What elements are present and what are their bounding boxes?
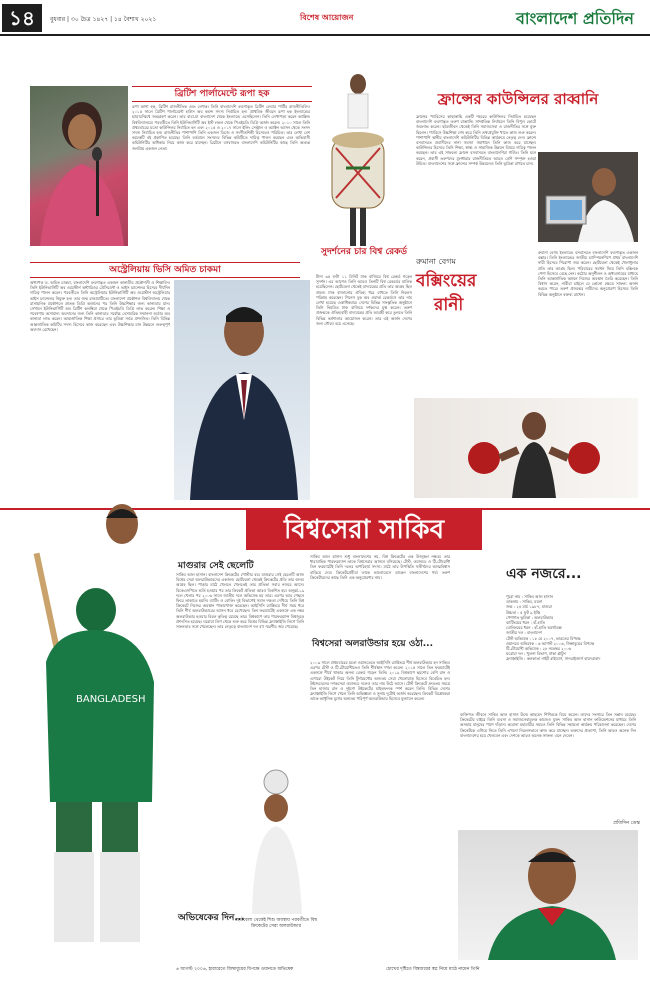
drummer-photo	[316, 68, 396, 258]
drummer-body: টানা ৩৫ ঘণ্টা ১১ মিনিট ঢাক বাজিয়ে বিশ্ব রেকর্ড গড়েন সুদর্শন। এর আগেও তিনি আরও তিনটি বিশ্ব রেকর্ডের মালিক হয়েছিলেন। ছোটবেলা থেকেই বাদ্যযন্ত্রের প্রতি তার আগ্রহ ছিল প্রবল। ঢাক বাজানোর ঐতিহ্য ধরে রাখতে তিনি নিরলস পরিশ্রম করেছেন। গিনেস বুক অব ওয়ার্ল্ড রেকর্ডসে তার নাম লেখা হয়েছে একাধিকবার। দেশের বিভিন্ন সাংস্কৃতিক অনুষ্ঠানে তিনি নিয়মিত ঢাক বাজিয়ে দর্শকদের মুগ্ধ করেন। তরুণ প্রজন্মকে ঐতিহ্যবাহী বাদ্যযন্ত্রের প্রতি আগ্রহী করে তুলতে তিনি বিভিন্ন কর্মশালার আয়োজন করেন। তার এই অর্জন দেশের জন্য গৌরব বয়ে এনেছে।	[316, 274, 412, 326]
section-label: বিশেষ আয়োজন	[300, 13, 354, 22]
shakib-smiling-figure-icon	[458, 830, 638, 960]
glance-item: বোলিংয়ের ধরন : বাঁ-হাতি অর্থোডক্স	[506, 625, 562, 631]
boxer-byline: রুমানা বেগম	[416, 257, 456, 266]
shakib-childhood-caption: ছোটবেলা থেকেই শিশু অবস্থায় পরবর্তীতে বিশ্ব ক্রিকেটের সেরা অলরাউন্ডার	[235, 918, 317, 929]
rupa-haq-body: রূপা আশা হক, ব্রিটিশ রাজনীতিক এবং লেখক। তিনি বাংলাদেশি বংশোদ্ভূত ব্রিটিশ লেবার পার্টির রাজনীতিবিদ। ২০১৫ সালে ব্রিটিশ পার্লামেন্টে হাউস অব কমন্স সদস্য নির্বাচিত হন। প্রাথমিক জীবনে রূপা হক ইংল্যান্ডের হ্যামারস্মিথে জন্মগ্রহণ করেন। তার বাবা-মা বাংলাদেশ থেকে ইংল্যান্ডে এসেছিলেন। তিনি লেখাপড়া করেন ক্যাম্ব্রিজ বিশ্ববিদ্যালয়ে। পরবর্তীতে তিনি ইউনিভার্সিটি অব ইস্ট লন্ডন থেকে পিএইচডি ডিগ্রি অর্জন করেন। ২০১০ সালে তিনি প্রথমবারের মতো কাউন্সিলর নির্বাচিত হন এবং ২০১৫ ও ২০১৭ সালে ইলিং সেন্ট্রাল ও অ্যাক্টন আসন থেকে সংসদ সদস্য নির্বাচিত হন। রাজনীতির পাশাপাশি তিনি একজন ডিজে ও সংগীতশিল্পী হিসেবেও পরিচিত। তার লেখা বেশ কয়েকটি বই প্রকাশিত হয়েছে। তিনি বর্তমানে সংসদের বিভিন্ন কমিটিতে দায়িত্ব পালন করছেন এবং অভিবাসী কমিউনিটির অধিকার নিয়ে কাজ করে যাচ্ছেন। ব্রিটেনে বসবাসরত বাংলাদেশি কমিউনিটির কাছে তিনি অত্যন্ত জনপ্রিয় একজন নেতা।	[132, 104, 310, 151]
header-rule	[0, 34, 650, 36]
amit-figure-icon	[174, 280, 310, 500]
glance-title: এক নজরে...	[506, 566, 582, 582]
date-line: বুধবার | ৩০ চৈত্র ১৪২৭ | ১৪ বৈশাখ ২০২১	[50, 16, 157, 23]
glance-item: উচ্চতা : ৫ ফুট ৯ ইঞ্চি	[506, 609, 541, 615]
rupa-haq-headline-text: ব্রিটিশ পার্লামেন্টে রূপা হক	[174, 89, 270, 99]
glance-item: টি-টোয়েন্টি অভিষেক : ২৮ নভেম্বর ২০০৬	[506, 646, 572, 652]
drummer-figure-icon	[316, 68, 396, 258]
glance-item: ডাকনাম : সাকিব, ময়না	[506, 599, 543, 605]
shakib-kicker: মাগুরার সেই ছেলেটি	[178, 561, 254, 571]
drummer-headline: সুদর্শনের চার বিশ্ব রেকর্ড	[318, 246, 410, 258]
shakib-subhead-1: অভিষেকের দিন...	[178, 913, 245, 923]
glance-item: ঘরোয়া দল : খুলনা বিভাগ, ঢাকা প্লাটুন	[506, 651, 566, 657]
shakib-banner-text: বিশ্বসেরা সাকিব	[283, 515, 445, 545]
france-headline: ফ্রান্সের কাউন্সিলর রাব্বানি	[437, 90, 599, 108]
rupa-haq-headline	[132, 86, 312, 102]
closing-body: ব্যক্তিগত জীবনে সাকিব আল হাসান উম্মে আহমেদ শিশিরকে বিয়ে করেন। তাদের সংসারে তিন সন্তান রয়েছে। ক্রিকেটের বাইরে তিনি ব্যবসা ও সমাজসেবামূলক কাজেও যুক্ত। সাকিব আল হাসান ফাউন্ডেশনের মাধ্যমে তিনি অসহায় মানুষের পাশে দাঁড়ান। করোনা মহামারীর সময়ও তিনি বিভিন্ন সহায়তা কার্যক্রম পরিচালনা করেছেন। দেশের ক্রিকেটকে এগিয়ে নিতে তিনি এখনো নিরলসভাবে কাজ করে যাচ্ছেন। ভক্তদের প্রত্যাশা, তিনি আরও অনেক দিন বাংলাদেশের হয়ে খেলবেন এবং দেশকে আরও অনেক সাফল্য এনে দেবেন।	[460, 712, 636, 738]
boxer-headline-1: বক্সিংয়ের	[416, 271, 477, 291]
header-bar	[0, 0, 650, 36]
shakib-batting-photo	[26, 552, 168, 952]
glance-item: জন্ম : ২৪ মার্চ ১৯৮৭, মাগুরা	[506, 604, 552, 610]
masthead: বাংলাদেশ প্রতিদিন	[516, 9, 634, 28]
shakib-childhood-photo	[236, 764, 318, 914]
shakib-smiling-photo	[458, 830, 638, 960]
boxer-body: রুমানা বেগম ইংল্যান্ডে বসবাসরত বাংলাদেশি বংশোদ্ভূত একজন বক্সার। তিনি ইংল্যান্ডের জাতীয় চ্যাম্পিয়নশিপে প্রথম বাংলাদেশি নারী হিসেবে শিরোপা জয় করেন। ছোটবেলা থেকেই খেলাধুলার প্রতি তার আগ্রহ ছিল। পরিবারের সমর্থন নিয়ে তিনি বক্সিংকে পেশা হিসেবে বেছে নেন। কঠোর অনুশীলন ও অধ্যবসায়ের মাধ্যমে তিনি আন্তর্জাতিক অঙ্গনে নিজের অবস্থান তৈরি করেছেন। তিনি বিশ্বাস করেন, নারীরা চাইলে যে কোনো ক্ষেত্রে সাফল্য অর্জন করতে পারে। তরুণ প্রজন্মের নারীদের অনুপ্রেরণা হিসেবে তিনি বিভিন্ন অনুষ্ঠানে বক্তব্য রাখেন।	[538, 250, 638, 297]
amit-headline-text: অস্ট্রেলিয়ায় ভিসি অমিত চাকমা	[109, 265, 221, 275]
rabbani-photo	[538, 152, 638, 242]
rupa-haq-photo	[30, 86, 128, 246]
france-body: ফ্রান্সের প্যারিসের কাছাকাছি একটি শহরের কাউন্সিলর নির্বাচিত হয়েছেন বাংলাদেশি বংশোদ্ভূত তরুণ রাব্বানি। সাম্প্রতিক নির্বাচনে তিনি বিপুল ভোটে জয়লাভ করেন। ছাত্রজীবন থেকেই তিনি সমাজসেবা ও রাজনীতির সঙ্গে যুক্ত ছিলেন। প্যারিসে উচ্চশিক্ষা শেষ করে তিনি তথ্যপ্রযুক্তি খাতে কাজ শুরু করেন। পাশাপাশি স্থানীয় বাংলাদেশি কমিউনিটির বিভিন্ন কার্যক্রমে নেতৃত্ব দেন। ফ্রান্সে বসবাসরত প্রবাসীদের নানা সমস্যা সমাধানে তিনি কাজ করে যাচ্ছেন। কাউন্সিলর হিসেবে তিনি শিক্ষা, স্বাস্থ্য ও সামাজিক উন্নয়ন বিষয়ে দায়িত্ব পালন করছেন। তার এই সাফল্যে ফ্রান্সে বসবাসরত বাংলাদেশিরা গর্বিত। তিনি মনে করেন, প্রবাসী তরুণদের মূলধারার রাজনীতিতে আরও বেশি সম্পৃক্ত হওয়া উচিত। বাংলাদেশের সঙ্গে ফ্রান্সের সম্পর্ক উন্নয়নেও তিনি ভূমিকা রাখতে চান।	[416, 114, 536, 166]
bottom-line-2: চোখের দৃষ্টিতে বিশ্বজয়ের স্বপ্ন নিয়ে মাঠে নামেন তিনি	[386, 967, 480, 972]
amit-headline	[30, 262, 300, 278]
rupa-haq-figure-icon	[30, 86, 128, 246]
shakib-face-icon	[100, 500, 144, 548]
shakib-batting-figure-icon	[26, 552, 168, 952]
glance-item: পুরো নাম : সাকিব আল হাসান	[506, 594, 553, 599]
glance-item: ব্যাটিংয়ের ধরন : বাঁ-হাতি	[506, 620, 545, 626]
amit-body: অধ্যাপক ড. অমিত চাকমা, বাংলাদেশি বংশোদ্ভূত একজন কানাডীয় প্রকৌশলী ও শিক্ষাবিদ। তিনি ইউনিভার্সিটি অব ওয়েস্টার্ন অন্টারিওর প্রেসিডেন্ট ও ভাইস চ্যান্সেলর হিসেবে দীর্ঘদিন দায়িত্ব পালন করেন। পরবর্তীতে তিনি অস্ট্রেলিয়ার ইউনিভার্সিটি অব ওয়েস্টার্ন অস্ট্রেলিয়ার ভাইস চ্যান্সেলর নিযুক্ত হন। তার জন্ম রাঙামাটিতে। বাংলাদেশ প্রকৌশল বিশ্ববিদ্যালয় থেকে রাসায়নিক প্রকৌশলে স্নাতক ডিগ্রি অর্জনের পর তিনি উচ্চশিক্ষার জন্য কানাডায় যান। সেখানে ইউনিভার্সিটি অব ব্রিটিশ কলম্বিয়া থেকে পিএইচডি ডিগ্রি লাভ করেন। শিক্ষা ও গবেষণায় অসামান্য অবদানের জন্য তিনি কানাডার সর্বোচ্চ বেসামরিক সম্মাননা অর্ডার অব কানাডা লাভ করেন। আন্তর্জাতিক শিক্ষা প্রসারে তার ভূমিকা সর্বত্র প্রশংসিত। তিনি বিভিন্ন আন্তর্জাতিক কমিটির সদস্য হিসেবে কাজ করেছেন এবং উচ্চশিক্ষার মান উন্নয়নে গুরুত্বপূর্ণ অবদান রেখেছেন।	[30, 280, 170, 332]
shakib-body-1: সাকিব আল হাসান। বাংলাদেশ ক্রিকেটের পোস্টার বয়। মাগুরার সেই ছেলেটি আজ বিশ্বের সেরা অলরাউন্ডারদের একজন। ছোটবেলা থেকেই ক্রিকেটের প্রতি তার অদম্য আগ্রহ ছিল। পাড়ার মাঠে খেলতে খেলতেই তার প্রতিভা সবার নজরে আসে। বিকেএসপিতে ভর্তি হওয়ার পর তার ক্রিকেট প্রতিভা আরও বিকশিত হয়। অনূর্ধ্ব-১৯ দলে খেলার পর ২০০৬ সালে জাতীয় দলে অভিষেক হয় তার। এরপর আর পেছনে ফিরে তাকাতে হয়নি। ব্যাটিং ও বোলিং দুই বিভাগেই সমান দক্ষতা দেখিয়ে তিনি বিশ্ব ক্রিকেটে নিজের অবস্থান পাকাপোক্ত করেছেন। আইসিসি র‍্যাঙ্কিংয়ে দীর্ঘ সময় ধরে তিনি শীর্ষ অলরাউন্ডারের আসন ধরে রেখেছেন। তিন ফরম্যাটেই একসঙ্গে এক নম্বর অলরাউন্ডার হওয়ার বিরল কৃতিত্ব রয়েছে তার। বিশ্বকাপে তার পারফরম্যান্স বিশ্বজুড়ে প্রশংসিত হয়েছে। ঘরোয়া লিগ থেকে শুরু করে বিশ্বের বিভিন্ন ফ্র্যাঞ্চাইজি লিগে তিনি সফলতার সঙ্গে খেলেছেন। তার নেতৃত্বে বাংলাদেশ দল বহু স্মরণীয় জয় পেয়েছে।	[176, 572, 304, 630]
glance-item: ফ্র্যাঞ্চাইজি : কলকাতা নাইট রাইডার্স, সানরাইজার্স হায়দরাবাদ	[506, 656, 601, 662]
shakib-body-3: ২০০৯ সালে প্রথমবারের মতো ওয়ানডেতে আইসিসি র‍্যাঙ্কিংয়ে শীর্ষ অলরাউন্ডার হন সাকিব। এরপর টেস্ট ও টি-টোয়েন্টিতেও তিনি শীর্ষস্থান দখল করেন। ২০১৫ সালে তিন ফরম্যাটেই একসঙ্গে শীর্ষে থাকার অনন্য রেকর্ড গড়েন তিনি। ২০১৯ বিশ্বকাপে ছয়শোর বেশি রান ও এগারো উইকেট নিয়ে তিনি টুর্নামেন্টের অন্যতম সেরা খেলোয়াড় হিসেবে বিবেচিত হন। উইজডেনের দশকসেরা ওয়ানডে দলেও তার নাম উঠে আসে। টেস্ট ক্রিকেটে দ্রুততম সময়ে তিন হাজার রান ও দুইশো উইকেটের মাইলফলক স্পর্শ করেন তিনি। বিভিন্ন দেশের ফ্র্যাঞ্চাইজি লিগে খেলে তিনি অভিজ্ঞতা ও সুনাম দুটোই অর্জন করেছেন। ক্রিকেট বিশ্লেষকরা তাকে আধুনিক যুগের অন্যতম পরিপূর্ণ অলরাউন্ডার হিসেবে মূল্যায়ন করেন।	[310, 660, 450, 702]
shakib-portrait-small	[100, 500, 144, 548]
shakib-banner	[246, 510, 482, 550]
glance-item: জাতীয় দল : বাংলাদেশ	[506, 630, 542, 636]
amit-photo	[174, 280, 310, 500]
boxer-photo	[414, 398, 638, 498]
shakib-child-figure-icon	[236, 764, 318, 914]
page-number: ১৪	[2, 4, 42, 32]
rabbani-figure-icon	[538, 152, 638, 242]
closing-credit: প্রতিদিন ডেস্ক	[613, 820, 640, 826]
glance-list	[506, 594, 636, 662]
svg-text:BANGLADESH: BANGLADESH	[76, 694, 146, 705]
boxer-figure-icon	[414, 398, 638, 498]
glance-item: ওয়ানডে অভিষেক : ৬ আগস্ট ২০০৬, জিম্বাবুয়ের বিপক্ষে	[506, 640, 595, 646]
glance-item: পেশাগত ভূমিকা : অলরাউন্ডার	[506, 614, 554, 620]
glance-item: টেস্ট অভিষেক : ১৮ মে ২০০৭, ভারতের বিপক্ষে	[506, 635, 581, 641]
shakib-subhead-2: বিশ্বসেরা অলরাউন্ডার হয়ে ওঠা...	[312, 639, 434, 649]
boxer-headline-2: রানী	[434, 295, 464, 315]
bottom-line-1: ৬ আগস্ট ২০০৬, হারারেতে জিম্বাবুয়ের বিপক্ষে ওয়ানডে অভিষেক	[176, 967, 294, 972]
shakib-body-2: সাকিব আল হাসান শুধু বাংলাদেশের নয়, বিশ্ব ক্রিকেটের এক উজ্জ্বল নক্ষত্র। তার ধারাবাহিক পারফরম্যান্স তাকে বিশ্বসেরার আসনে বসিয়েছে। টেস্ট, ওয়ানডে ও টি-টোয়েন্টি তিন ফরম্যাটেই তিনি দলের অপরিহার্য সদস্য। মাঠে তার উপস্থিতি সতীর্থদের আত্মবিশ্বাস বাড়িয়ে দেয়। ক্রিকেটপ্রেমীরা তাকে ভালোবেসে ডাকেন বাংলাদেশের গর্ব। তরুণ ক্রিকেটারদের কাছে তিনি এক অনুপ্রেরণার নাম।	[310, 554, 450, 580]
